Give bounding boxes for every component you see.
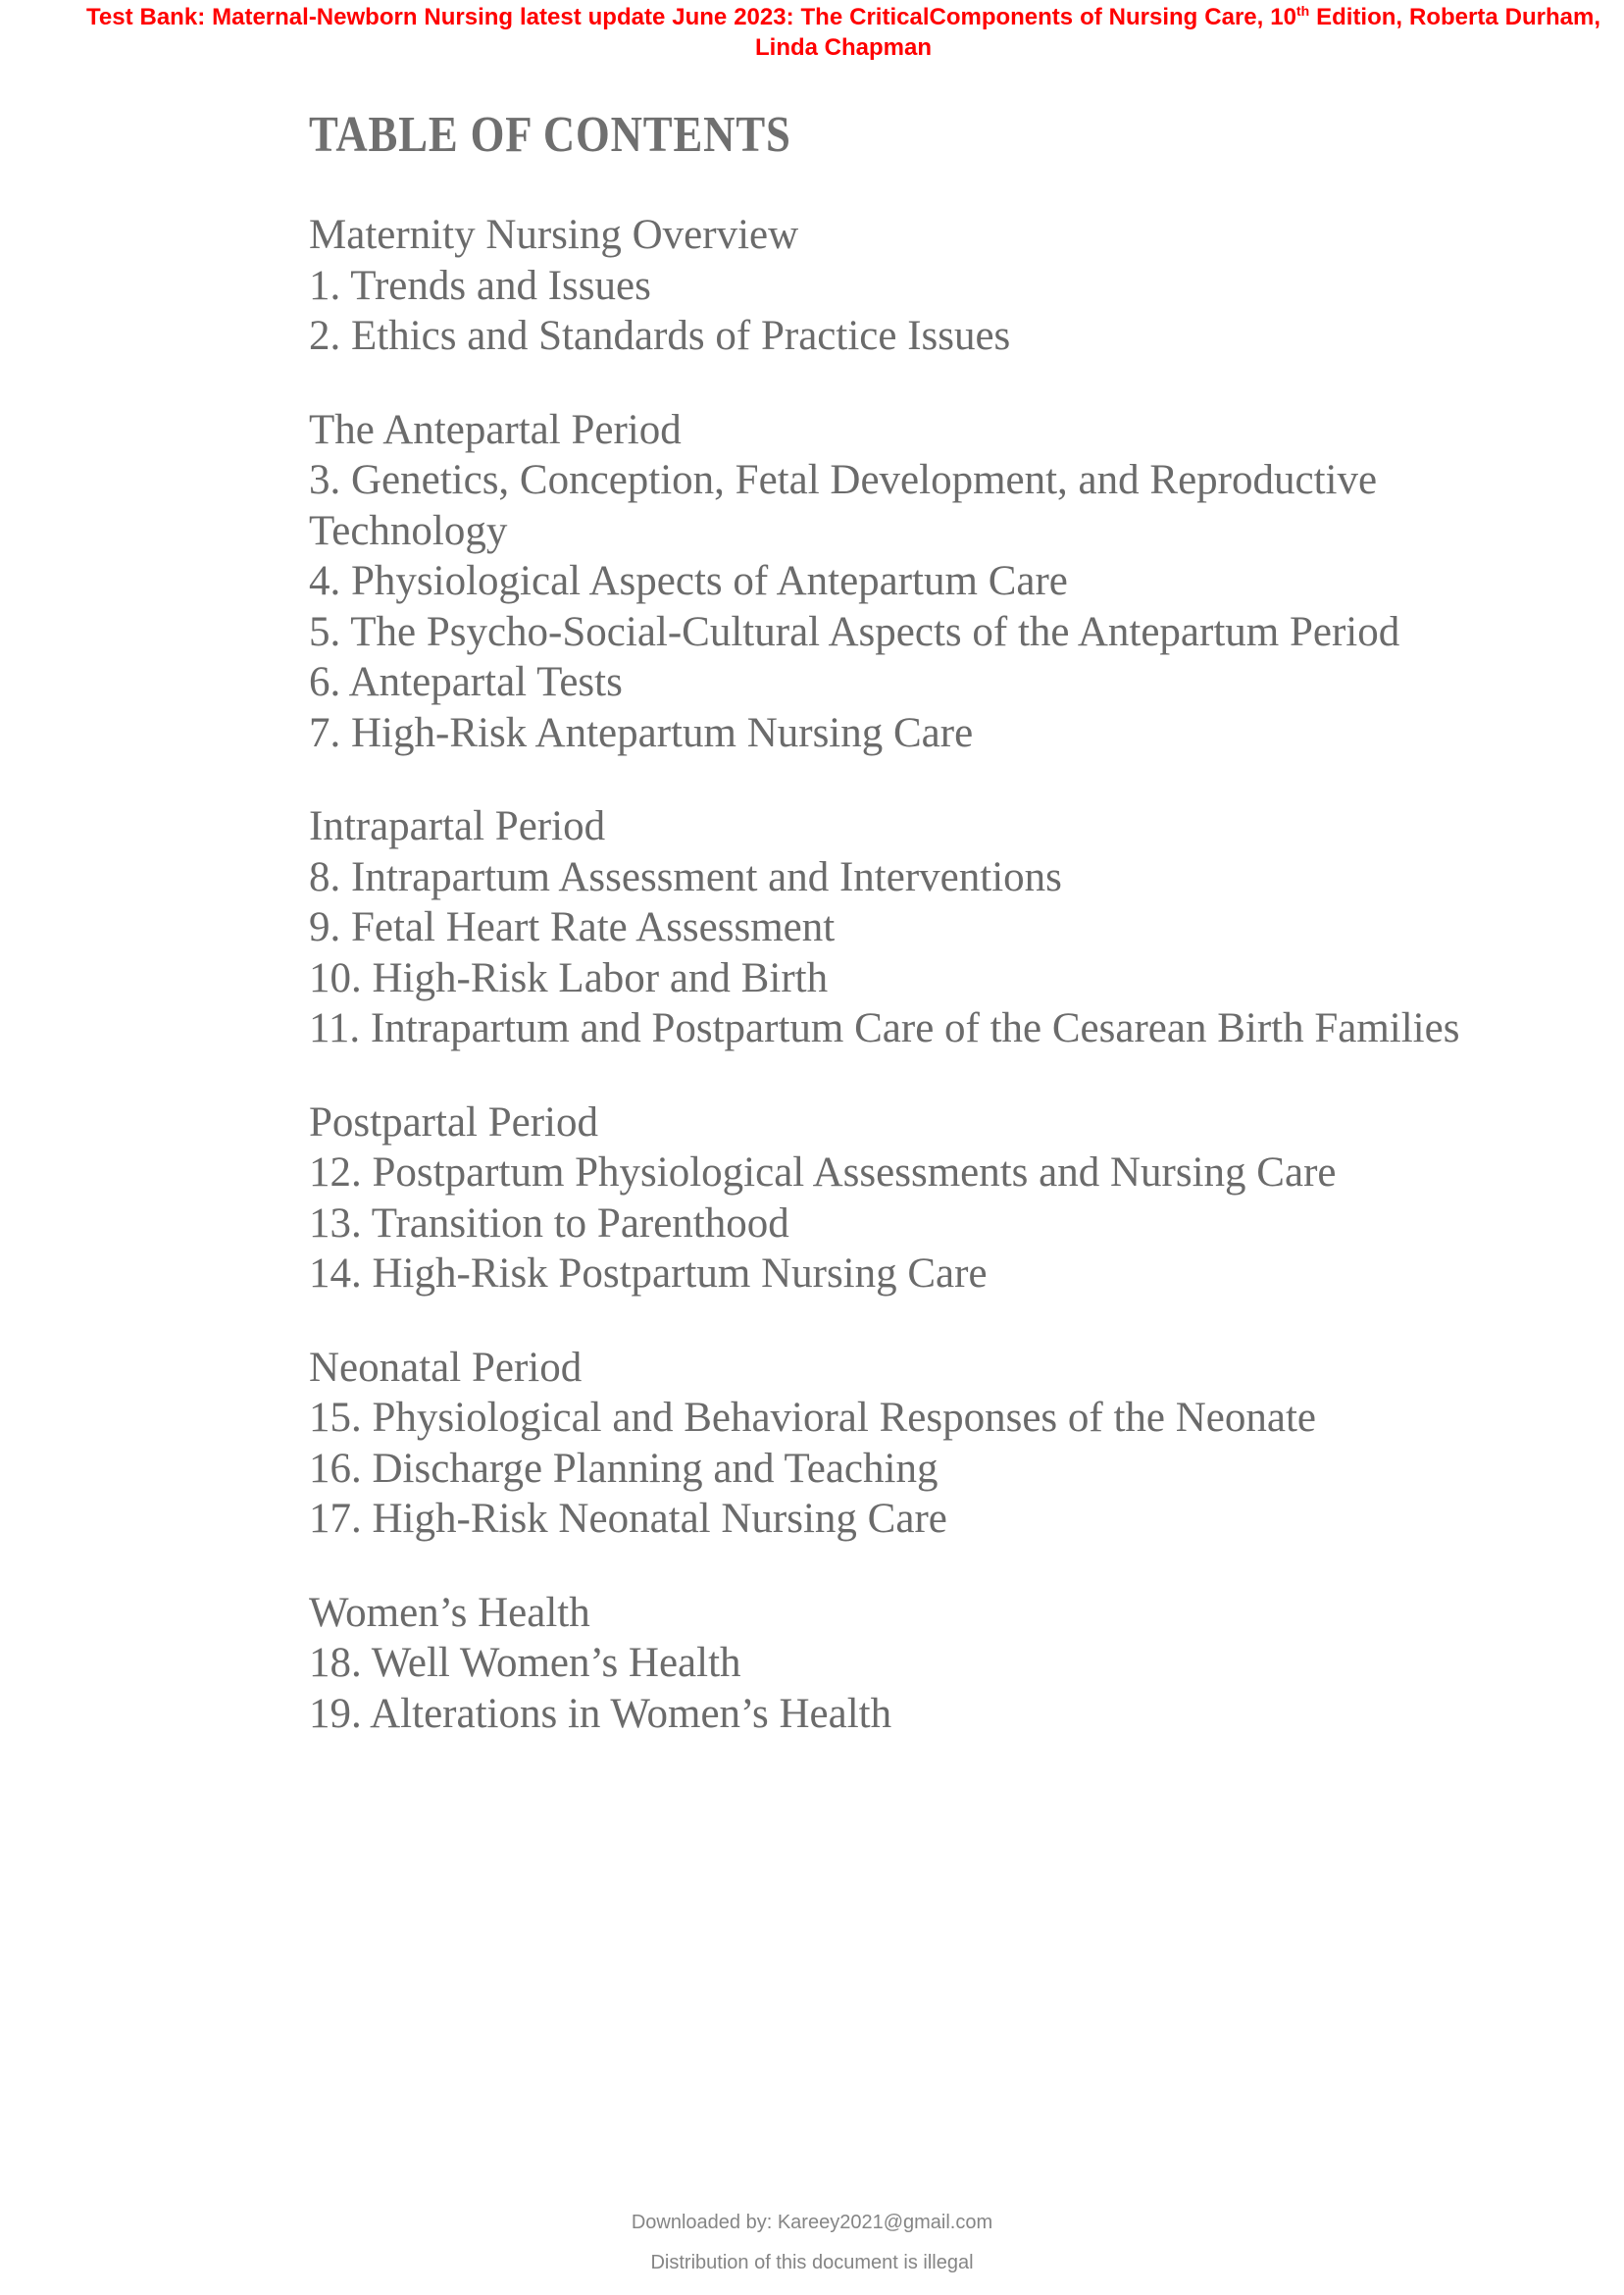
chapter-entry: 14. High-Risk Postpartum Nursing Care [309, 1250, 988, 1297]
table-of-contents [309, 210, 1525, 1739]
chapter-entry: 10. High-Risk Labor and Birth [309, 954, 829, 1001]
chapter-entry: 6. Antepartal Tests [309, 659, 623, 705]
toc-section [309, 210, 1525, 362]
chapter-entry: 13. Transition to Parenthood [309, 1199, 789, 1247]
header-text-cont: Edition, Roberta Durham, Linda Chapman [754, 4, 1600, 61]
section-heading: The Antepartal Period [309, 406, 682, 453]
page-title: TABLE OF CONTENTS [309, 107, 791, 163]
section-heading: Women’s Health [309, 1589, 590, 1636]
chapter-entry: 8. Intrapartum Assessment and Interventions [309, 853, 1062, 900]
header-text: Test Bank: Maternal-Newborn Nursing latest update June 2023: The CriticalComponents of Nursing Care, 10 [86, 4, 1296, 30]
chapter-entry: 2. Ethics and Standards of Practice Issues [309, 313, 1011, 359]
section-heading: Intrapartal Period [309, 803, 606, 849]
chapter-entry: 12. Postpartum Physiological Assessments and Nursing Care [309, 1149, 1337, 1196]
chapter-entry: 1. Trends and Issues [309, 262, 651, 309]
toc-section [309, 801, 1525, 1054]
chapter-entry: 17. High-Risk Neonatal Nursing Care [309, 1496, 947, 1542]
chapter-entry: 7. High-Risk Antepartum Nursing Care [309, 709, 974, 756]
chapter-entry: 11. Intrapartum and Postpartum Care of the Cesarean Birth Families [309, 1005, 1460, 1051]
chapter-entry: 5. The Psycho-Social-Cultural Aspects of the Antepartum Period [309, 608, 1400, 655]
chapter-entry: 15. Physiological and Behavioral Responses of the Neonate [309, 1395, 1317, 1441]
chapter-entry: 18. Well Women’s Health [309, 1640, 741, 1686]
header-superscript: th [1295, 3, 1310, 19]
toc-section [309, 405, 1525, 759]
chapter-entry: 4. Physiological Aspects of Antepartum Care [309, 558, 1068, 604]
document-header [86, 2, 1600, 63]
chapter-entry: 16. Discharge Planning and Teaching [309, 1445, 939, 1492]
toc-section [309, 1343, 1525, 1545]
chapter-entry: 9. Fetal Heart Rate Assessment [309, 904, 836, 950]
toc-section [309, 1097, 1525, 1300]
downloaded-by-notice: Downloaded by: Kareey2021@gmail.com [631, 2212, 993, 2233]
chapter-entry: 19. Alterations in Women’s Health [309, 1690, 892, 1737]
section-heading: Postpartal Period [309, 1098, 598, 1146]
toc-section [309, 1588, 1525, 1740]
distribution-notice: Distribution of this document is illegal [650, 2252, 974, 2273]
chapter-entry: 3. Genetics, Conception, Fetal Development, and Reproductive Technology [309, 457, 1378, 554]
section-heading: Neonatal Period [309, 1344, 583, 1391]
section-heading: Maternity Nursing Overview [309, 212, 799, 258]
